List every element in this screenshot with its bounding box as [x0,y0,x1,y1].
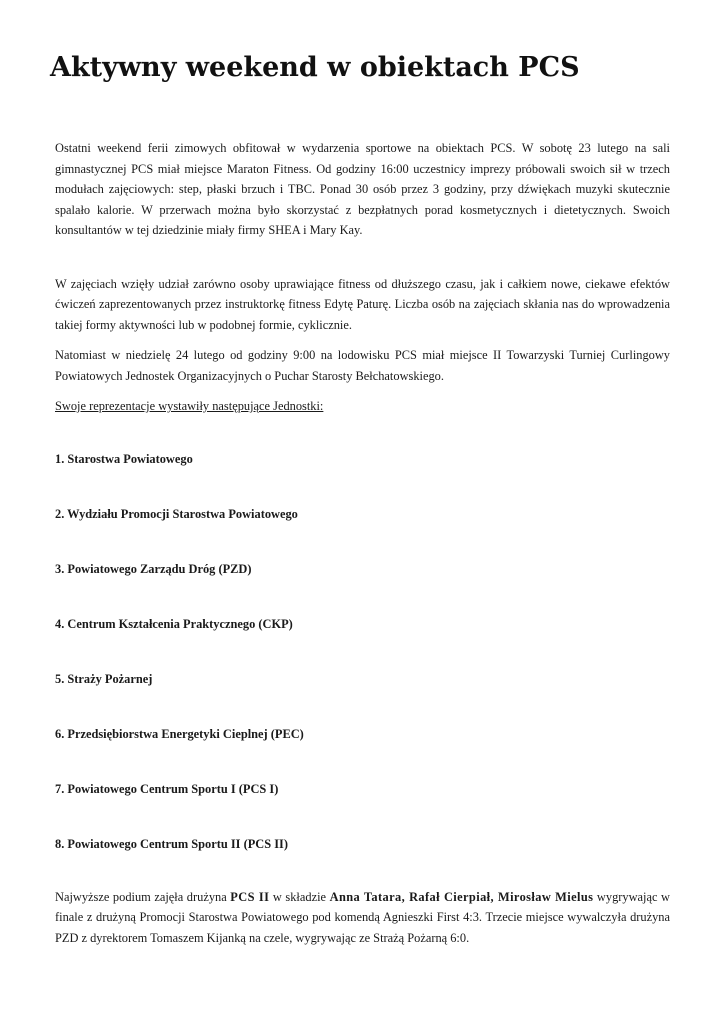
list-item: 2. Wydziału Promocji Starostwa Powiatowego [55,506,298,521]
paragraph-fitness-marathon: Ostatni weekend ferii zimowych obfitował w wydarzenia sportowe na obiektach PCS. W sobotę 23 lutego na sali gimnastycznej PCS miał miejsce Maraton Fitness. Od godziny 16:00 uczestnicy imprezy próbowali swoich sił w trzech modułach zajęciowych: step, płaski brzuch i TBC. Ponad 30 osób przez 3 godziny, przy dźwiękach muzyki skutecznie spalało kalorie. W przerwach można było skorzystać z bezpłatnych porad kosmetycznych i dietetycznych. Swoich konsultantów w tej dziedzinie miały firmy SHEA i Mary Kay. [55,141,670,237]
paragraph-participants: W zajęciach wzięły udział zarówno osoby uprawiające fitness od dłuższego czasu, jak i całkiem nowe, ciekawe efektów ćwiczeń zaprezentowanych przez instruktorkę fitness Edytę Paturę. Liczba osób na zajęciach skłania nas do wprowadzenia takiej formy aktywności lub w podobnej formie, cyklicznie. [55,276,670,332]
winning-players: Anna Tatara, Rafał Cierpiał, Mirosław Mielus [329,889,594,904]
list-item: 8. Powiatowego Centrum Sportu II (PCS II) [55,836,289,851]
list-item: 4. Centrum Kształcenia Praktycznego (CKP) [55,616,293,631]
article-title: Aktywny weekend w obiektach PCS [50,52,580,83]
list-item: 3. Powiatowego Zarządu Dróg (PZD) [55,561,252,576]
list-item: 1. Starostwa Powiatowego [55,451,193,466]
paragraph-results [55,887,670,949]
results-intro: Najwyższe podium zajęła drużyna [55,889,231,904]
results-middle: w składzie [269,889,330,904]
units-list [55,449,670,889]
list-item: 7. Powiatowego Centrum Sportu I (PCS I) [55,781,279,796]
winning-team: PCS II [230,889,270,904]
results-rest: wygrywając w finale z drużyną Promocji Starostwa Powiatowego pod komendą Agnieszki First 4:3. Trzecie miejsce wywalczyła drużyna PZD z dyrektorem Tomaszem Kijanką na czele, wygrywając ze Strażą Pożarną 6:0. [55,889,670,945]
units-intro: Swoje reprezentacje wystawiły następujące Jednostki: [55,399,324,413]
list-item: 5. Straży Pożarnej [55,671,153,686]
list-item: 6. Przedsiębiorstwa Energetyki Cieplnej (PEC) [55,726,304,741]
article-body [55,138,670,948]
paragraph-curling-tournament: Natomiast w niedzielę 24 lutego od godziny 9:00 na lodowisku PCS miał miejsce II Towarzyski Turniej Curlingowy Powiatowych Jednostek Organizacyjnych o Puchar Starosty Bełchatowskiego. [55,348,670,383]
